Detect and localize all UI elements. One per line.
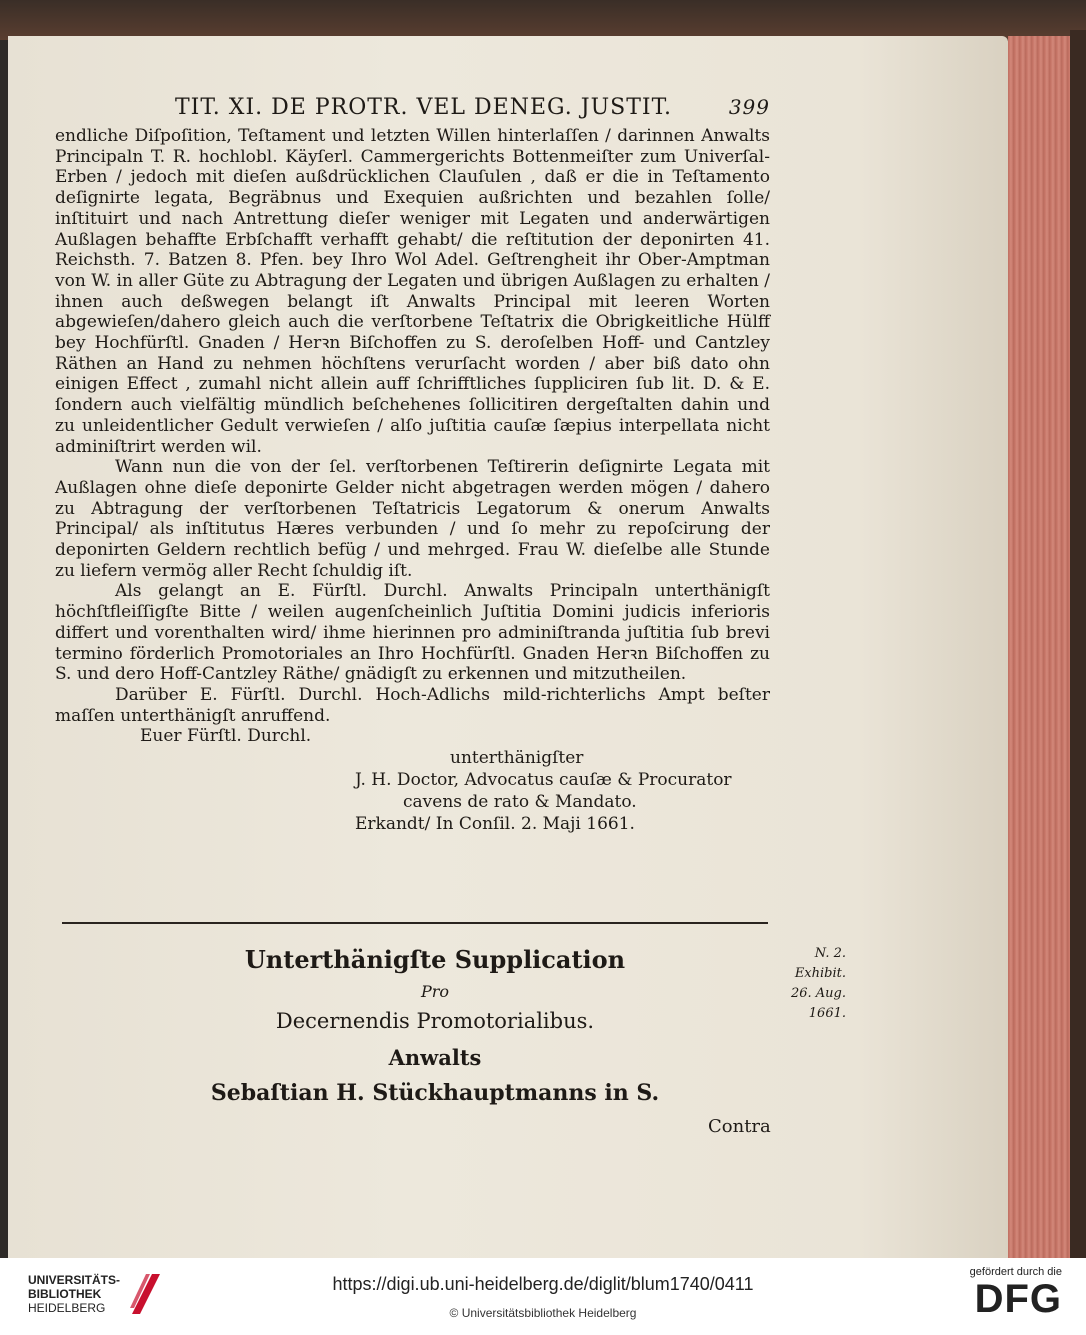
margin-note-line: Exhibit. <box>794 966 846 981</box>
permalink-url[interactable]: https://digi.ub.uni-heidelberg.de/diglit/blum1740/0411 <box>332 1274 754 1294</box>
cover-edge <box>1070 30 1086 1258</box>
logo-line: HEIDELBERG <box>28 1301 106 1315</box>
page-edge <box>1008 36 1070 1258</box>
header-title: TIT. XI. DE PROTR. VEL DENEG. JUSTIT. <box>175 95 673 120</box>
closing-salutation: Euer Fürſtl. Durchl. <box>140 726 312 747</box>
title-line: Sebaſtian H. Stückhauptmanns in S. <box>210 1080 660 1106</box>
funder-logo[interactable] <box>970 1266 1062 1320</box>
running-header <box>175 95 770 120</box>
signature-line: J. H. Doctor, Advocatus cauſæ & Procurator <box>355 770 732 791</box>
margin-note <box>776 944 846 1024</box>
horizontal-rule <box>62 922 768 924</box>
margin-note-line: 1661. <box>808 1006 846 1021</box>
margin-note-line: N. 2. <box>814 946 846 961</box>
paragraph-1: endliche Diſpoſition, Teſtament und letzten Willen hinterlaſſen / darinnen Anwalts Principaln T. R. hochlobl. Käyſerl. Cammergerichts Bottenmeiſter zum Univerſal-Erben / jedoch mit dieſen außdrücklichen Clauſulen , daß er die in Teſtamento deſignirte legata, Begräbnus und Exequien außrichten und bezahlen ſolle/ inſtituirt und nach Antrettung dieſer weniger mit Legaten und anderwärtigen Außlagen behaffte Erbſchafft verhafft gehabt/ die reſtitution der deponirten 41. Reichsth. 7. Batzen 8. Pfen. bey Ihro Wol Adel. Geſtrengheit ihr Ober-Amptman von W. in aller Güte zu Abtragung der Legaten und übrigen Außlagen zu erhalten / ihnen auch deßwegen belangt iſt Anwalts Principal mit leeren Worten abgewieſen/dahero gleich auch die verſtorbene Teſtatrix die Obrigkeitliche Hülff bey Hochfürſtl. Gnaden / Herꝛn Biſchoffen zu S. deroſelben Hoff- und Cantzley Räthen an Hand zu nehmen höchſtens verurſacht worden / aber biß dato ohn einigen Effect , zumahl nicht allein auff ſchrifftliches ſuppliciren ſub lit. D. & E. ſondern auch vielfältig mündlich beſchehenes ſollicitiren dergeſtalten dahin und zu unleidentlicher Gedult verwieſen / alſo juſtitia cauſæ ſæpius interpellata nicht adminiſtrirt werden wil. <box>55 126 770 457</box>
signature-line: Erkandt/ In Conſil. 2. Maji 1661. <box>355 814 635 835</box>
paragraph-3: Als gelangt an E. Fürſtl. Durchl. Anwalts Principaln unterthänigſt höchſtfleiſſigſte Bitte / weilen augenſcheinlich Juſtitia Domini judicis inferioris differt und vorenthalten wird/ ihme hierinnen pro adminiſtranda juſtitia ſub brevi termino förderlich Promotoriales an Ihro Hochfürſtl. Gnaden Herꝛn Biſchoffen zu S. und dero Hoff-Cantzley Räthe/ gnädigſt zu erkennen und mitzutheilen. <box>55 581 770 685</box>
title-line: Anwalts <box>388 1045 482 1070</box>
catchword: Contra <box>708 1116 771 1137</box>
logo-line: BIBLIOTHEK <box>28 1287 102 1301</box>
logo-line: UNIVERSITÄTS- <box>28 1273 121 1287</box>
dfg-logo-text: DFG <box>974 1277 1062 1321</box>
signature-line: unterthänigſter <box>450 748 584 769</box>
title-line: Unterthänigſte Supplication <box>244 945 626 974</box>
signature-block <box>355 747 770 835</box>
page-number: 399 <box>728 95 770 119</box>
book-cover-top <box>0 0 1086 40</box>
paragraph-2: Wann nun die von der ſel. verſtorbenen Teſtirerin deſignirte Legata mit Außlagen ohne dieſe deponirte Gelder nicht abgetragen werden mögen / dahero zu Abtragung der verſtorbenen Teſtatricis Legatorum & onerum Anwalts Principal/ als inſtitutus Hæres verbunden / und ſo mehr zu repoſcirung der deponirten Geldern rechtlich befüg / und mehrged. Frau W. dieſelbe alle Stunde zu liefern vermög aller Recht ſchuldig iſt. <box>55 457 770 581</box>
title-line: Pro <box>420 982 450 1001</box>
supplication-title-block <box>200 945 670 1106</box>
signature-line: cavens de rato & Mandato. <box>403 792 637 813</box>
title-line: Decernendis Promotorialibus. <box>275 1009 595 1033</box>
viewer-footer <box>0 1258 1086 1335</box>
copyright-text: © Universitätsbibliothek Heidelberg <box>449 1306 637 1320</box>
margin-note-line: 26. Aug. <box>790 986 846 1001</box>
funded-by-text: gefördert durch die <box>969 1266 1062 1278</box>
page-text <box>55 95 770 835</box>
paragraph-4: Darüber E. Fürſtl. Durchl. Hoch-Adlichs mild-richterlichs Ampt beſter maſſen unterthänigſt anruffend. <box>55 684 770 726</box>
